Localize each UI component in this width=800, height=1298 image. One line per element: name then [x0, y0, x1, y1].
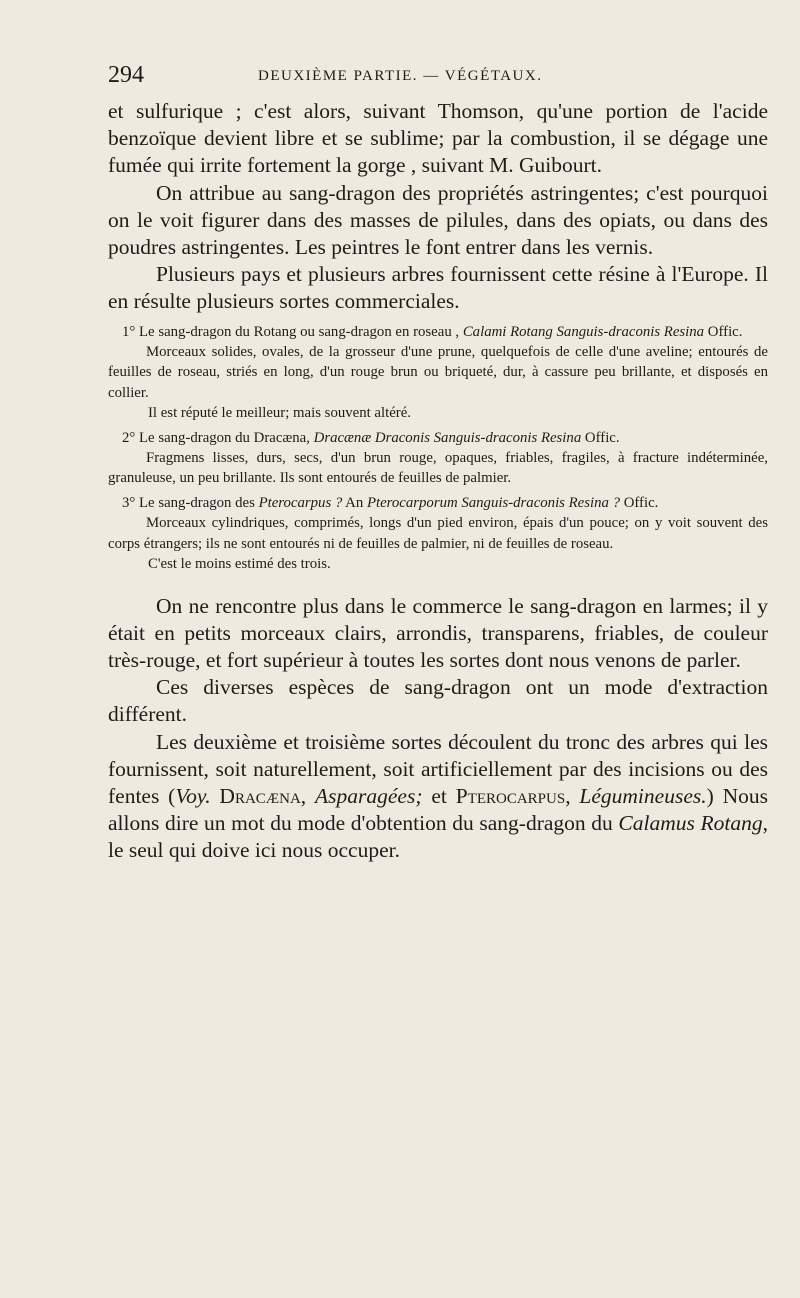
paragraph-1: et sulfurique ; c'est alors, suivant Thomson, qu'une portion de l'acide benzoïque devient libre et se sublime; par la combustion, il se dégage une fumée qui irrite fortement la gorge , suivant M. Guibourt. [108, 99, 768, 178]
p6-voy: Voy. [175, 783, 211, 808]
p6-dracaena: Dracæna [219, 783, 301, 808]
paragraph-4: On ne rencontre plus dans le commerce le sang-dragon en larmes; il y était en petits morceaux clairs, arrondis, transparens, friables, de couleur très-rouge, et fort supérieur à toutes les sortes dont nous venons de parler. [108, 593, 768, 672]
list-item-1 [108, 322, 768, 342]
paragraph-2: On attribue au sang-dragon des propriétés astringentes; c'est pourquoi on le voit figurer dans des masses de pilules, dans des opiats, ou dans des poudres astringentes. Les peintres le font entrer dans les vernis. [108, 180, 768, 260]
item-2-tail: Offic. [581, 429, 620, 446]
item-2-latin: Dracænæ Draconis Sanguis-draconis Resina [313, 429, 582, 446]
item-3-note: C'est le moins estimé des trois. [148, 556, 331, 573]
paragraph-3: Plusieurs pays et plusieurs arbres fournissent cette résine à l'Europe. Il en résulte plusieurs sortes commerciales. [108, 262, 768, 314]
paragraph-6 [108, 729, 768, 865]
list-item-3 [108, 493, 768, 513]
list-item-2 [108, 428, 768, 448]
p6-comma-2: , [565, 783, 580, 808]
p6-comma-1: , [300, 783, 316, 808]
item-1-note: Il est réputé le meilleur; mais souvent altéré. [148, 405, 411, 422]
running-title: DEUXIÈME PARTIE. — VÉGÉTAUX. [258, 68, 543, 84]
p6-asparagees: Asparagées; [315, 783, 423, 808]
item-1-latin: Calami Rotang Sanguis-draconis Resina [462, 323, 705, 340]
item-2-lead: 2° Le sang-dragon du Dracæna, [122, 429, 314, 446]
item-1-tail: Offic. [704, 323, 743, 340]
item-3-latin-2: Pterocarporum Sanguis-draconis Resina ? [366, 494, 621, 511]
page-body [108, 98, 768, 865]
p6-text-a: Les deuxième et troisième sortes découlent du tronc des arbres qui les fournissent, soit naturellement, soit artificiellement par des incisions ou des fentes ( [108, 729, 768, 808]
item-3-tail: Offic. [620, 494, 659, 511]
p6-text-b: ) Nous allons dire un mot du mode d'obtention du sang-dragon du [108, 783, 769, 836]
p6-text-c: , le seul qui doive ici nous occuper. [108, 811, 768, 863]
p6-calamus: Calamus Rotang [618, 811, 763, 836]
item-1-lead: 1° Le sang-dragon du Rotang ou sang-dragon en roseau , [122, 323, 463, 340]
item-3-description: Morceaux cylindriques, comprimés, longs d'un pied environ, épais d'un pouce; on y voit souvent des corps étrangers; ils ne sont entourés ni de feuilles de palmier, ni de feuilles de roseau. [108, 515, 768, 552]
p6-et: et [422, 783, 456, 808]
paragraph-5: Ces diverses espèces de sang-dragon ont un mode d'extraction différent. [108, 675, 768, 727]
item-3-mid: An [342, 494, 367, 511]
page-number: 294 [108, 62, 144, 88]
item-1-description: Morceaux solides, ovales, de la grosseur d'une prune, quelquefois de celle d'une aveline; entourés de feuilles de roseau, striés en long, d'un rouge brun ou briqueté, dur, à cassure peu brillante, et disposés en collier. [108, 344, 768, 401]
item-3-latin-1: Pterocarpus ? [258, 494, 343, 511]
page-header [108, 62, 768, 92]
p6-pterocarpus: Pterocarpus [455, 783, 566, 808]
item-2-description: Fragmens lisses, durs, secs, d'un brun rouge, opaques, friables, fragiles, à fracture indéterminée, granuleuse, un peu brillante. Ils sont entourés de feuilles de palmier. [108, 450, 768, 487]
item-3-lead: 3° Le sang-dragon des [122, 494, 259, 511]
p6-legumineuses: Légumineuses. [579, 783, 707, 808]
